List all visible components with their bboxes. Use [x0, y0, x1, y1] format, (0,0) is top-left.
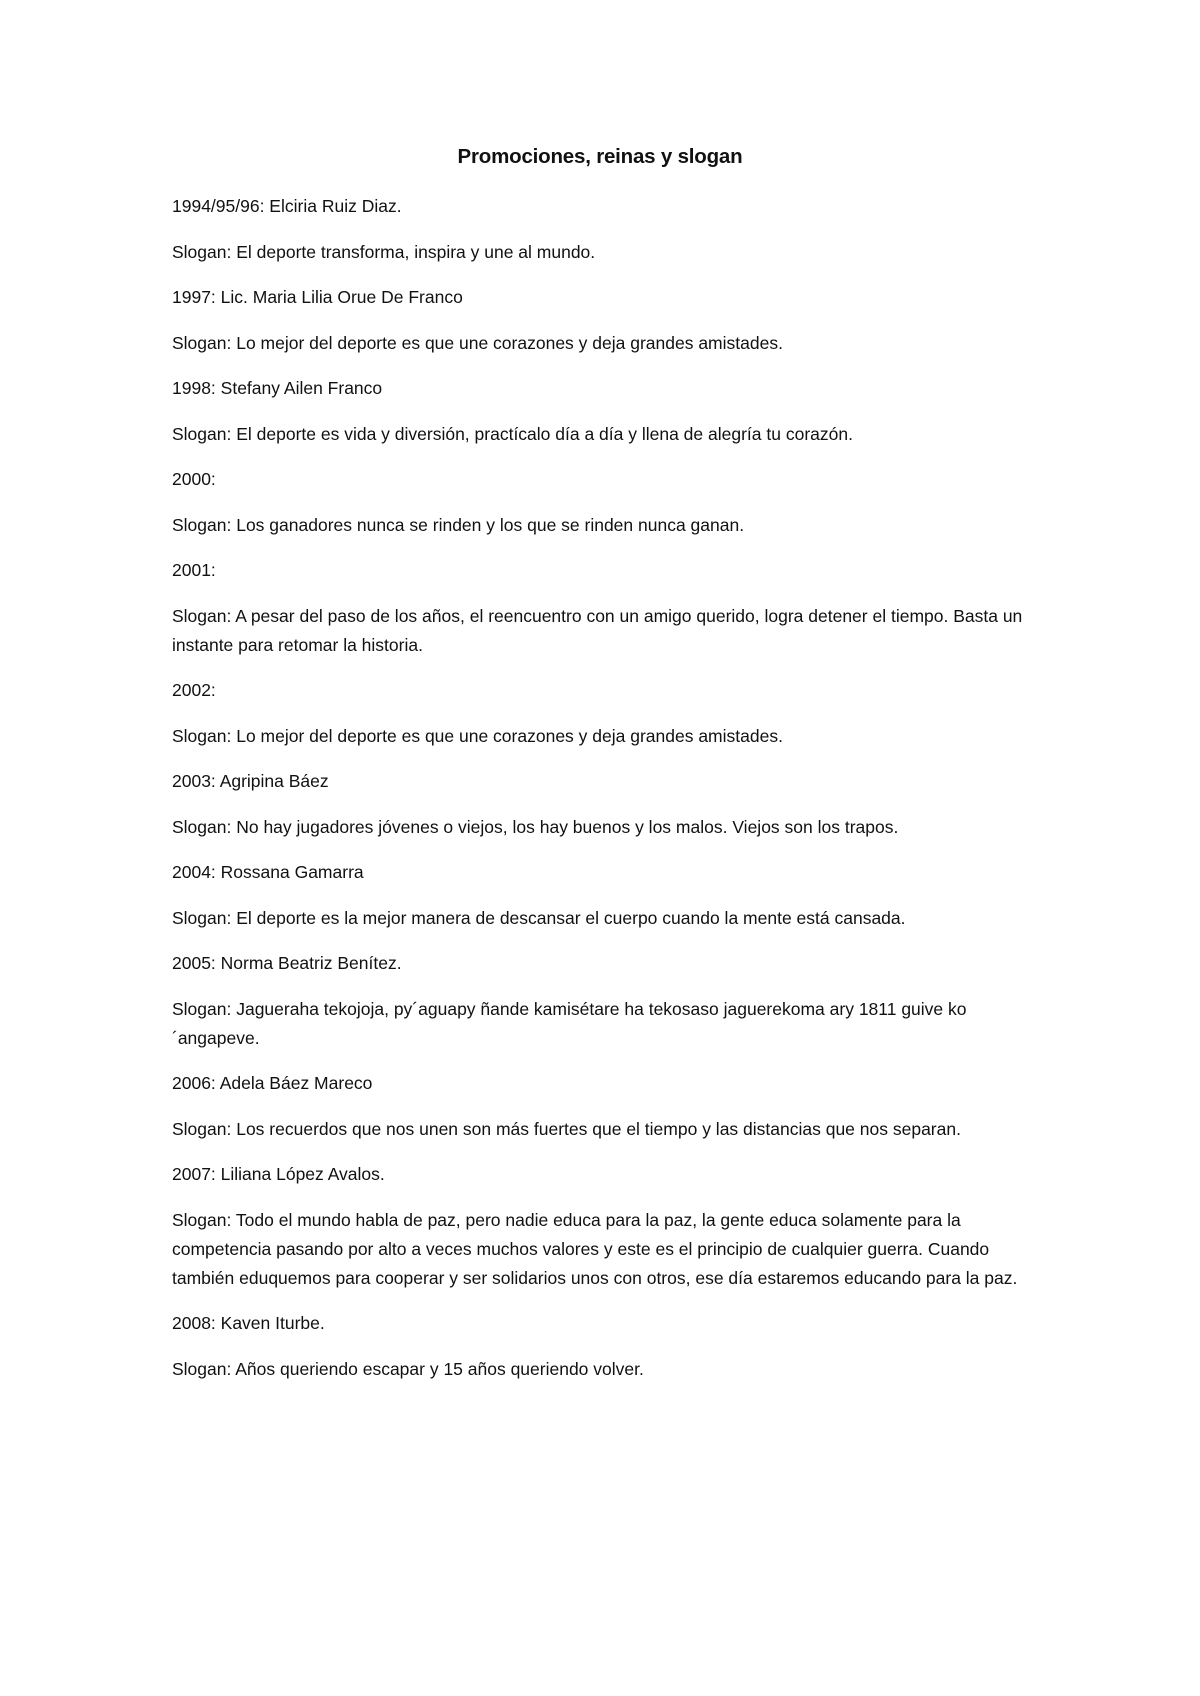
- entry-line: 1997: Lic. Maria Lilia Orue De Franco: [172, 287, 463, 307]
- entry-line: Slogan: Lo mejor del deporte es que une corazones y deja grandes amistades.: [172, 332, 783, 353]
- entry-line: 2001:: [172, 560, 216, 580]
- entry-line: Slogan: Años queriendo escapar y 15 años queriendo volver.: [172, 1358, 644, 1379]
- entry-line: 2007: Liliana López Avalos.: [172, 1164, 385, 1184]
- entries-list: [172, 192, 1032, 1400]
- entry-line: 2006: Adela Báez Mareco: [172, 1073, 373, 1093]
- entry-line: 1998: Stefany Ailen Franco: [172, 378, 383, 398]
- entry-line: 2000:: [172, 469, 216, 489]
- entry-line: Slogan: Los recuerdos que nos unen son más fuertes que el tiempo y las distancias que nos separan.: [172, 1118, 961, 1139]
- entry-line: 2003: Agripina Báez: [172, 771, 329, 791]
- entry-line: 2004: Rossana Gamarra: [172, 862, 364, 882]
- page-title: Promociones, reinas y slogan: [457, 145, 743, 168]
- entry-line: 2008: Kaven Iturbe.: [172, 1313, 325, 1333]
- entry-line: Slogan: Todo el mundo habla de paz, pero nadie educa para la paz, la gente educa solamente para la competencia pasando por alto a veces muchos valores y este es el principio de cualquier guerra. Cuando también eduquemos para cooperar y ser solidarios unos con otros, ese día estaremos educando para la paz.: [172, 1209, 1018, 1288]
- entry-line: 2002:: [172, 680, 216, 700]
- entry-line: Slogan: El deporte es la mejor manera de descansar el cuerpo cuando la mente está cansada.: [172, 907, 906, 928]
- entry-line: Slogan: Jagueraha tekojoja, py´aguapy ñande kamisétare ha tekosaso jaguerekoma ary 1811 guive ko´angapeve.: [172, 998, 967, 1048]
- entry-line: Slogan: El deporte transforma, inspira y une al mundo.: [172, 241, 596, 262]
- entry-line: 1994/95/96: Elciria Ruiz Diaz.: [172, 196, 402, 216]
- entry-line: Slogan: Lo mejor del deporte es que une corazones y deja grandes amistades.: [172, 725, 783, 746]
- entry-line: Slogan: Los ganadores nunca se rinden y los que se rinden nunca ganan.: [172, 514, 745, 535]
- entry-line: Slogan: A pesar del paso de los años, el reencuentro con un amigo querido, logra detener el tiempo. Basta un instante para retomar la historia.: [172, 605, 1023, 655]
- entry-line: 2005: Norma Beatriz Benítez.: [172, 953, 402, 973]
- entry-line: Slogan: No hay jugadores jóvenes o viejos, los hay buenos y los malos. Viejos son los trapos.: [172, 816, 899, 837]
- entry-line: Slogan: El deporte es vida y diversión, practícalo día a día y llena de alegría tu corazón.: [172, 423, 853, 444]
